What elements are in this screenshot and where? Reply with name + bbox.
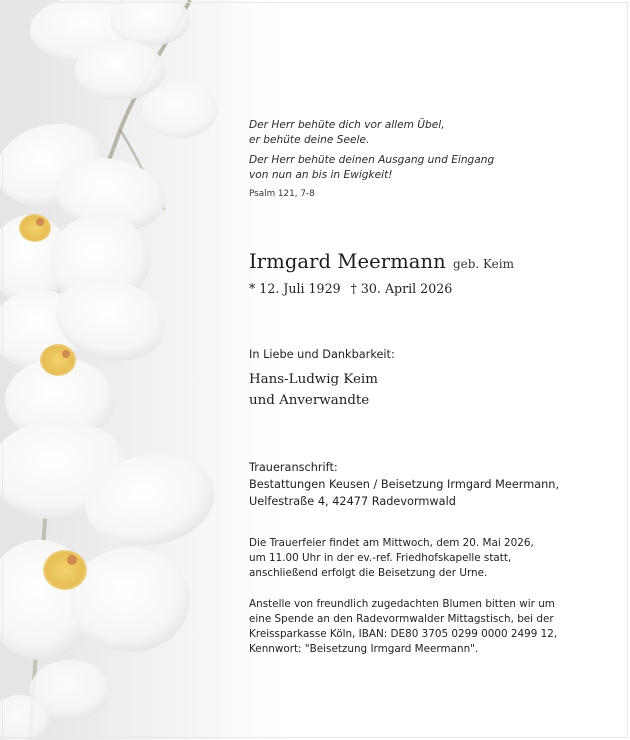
donation-line-3: Kreissparkasse Köln, IBAN: DE80 3705 0299 0000 2499 12, [249, 628, 558, 640]
ceremony-line-3: anschließend erfolgt die Beisetzung der Urne. [249, 567, 488, 579]
mourner-line-1: Hans-Ludwig Keim [249, 372, 378, 387]
ceremony-line-1: Die Trauerfeier findet am Mittwoch, dem 20. Mai 2026, [249, 537, 534, 549]
verse-line-3: Der Herr behüte deinen Ausgang und Eingang [249, 154, 495, 166]
death-date: † 30. April 2026 [350, 281, 453, 296]
deceased-name-line [249, 250, 514, 273]
verse-line-2: er behüte deine Seele. [249, 134, 370, 146]
donation-line-2: eine Spende an den Radevormwalder Mittagstisch, bei der [249, 613, 554, 625]
deceased-name: Irmgard Meermann [249, 250, 446, 273]
donation-line-1: Anstelle von freundlich zugedachten Blumen bitten wir um [249, 598, 555, 610]
address-line-2: Uelfestraße 4, 42477 Radevormwald [249, 495, 456, 508]
donation-line-4: Kennwort: "Beisetzung Irmgard Meermann". [249, 643, 479, 655]
maiden-name: geb. Keim [452, 257, 514, 271]
address-line-1: Bestattungen Keusen / Beisetzung Irmgard Meermann, [249, 478, 560, 491]
birth-date: * 12. Juli 1929 [249, 281, 341, 296]
address-label: Traueranschrift: [249, 461, 338, 474]
mourners-intro: In Liebe und Dankbarkeit: [249, 348, 395, 361]
verse-source: Psalm 121, 7-8 [249, 189, 315, 199]
mourner-line-2: und Anverwandte [249, 393, 370, 408]
ceremony-line-2: um 11.00 Uhr in der ev.-ref. Friedhofskapelle statt, [249, 552, 512, 564]
verse-line-1: Der Herr behüte dich vor allem Übel, [249, 119, 445, 131]
life-dates [249, 281, 452, 296]
verse-line-4: von nun an bis in Ewigkeit! [249, 169, 393, 181]
